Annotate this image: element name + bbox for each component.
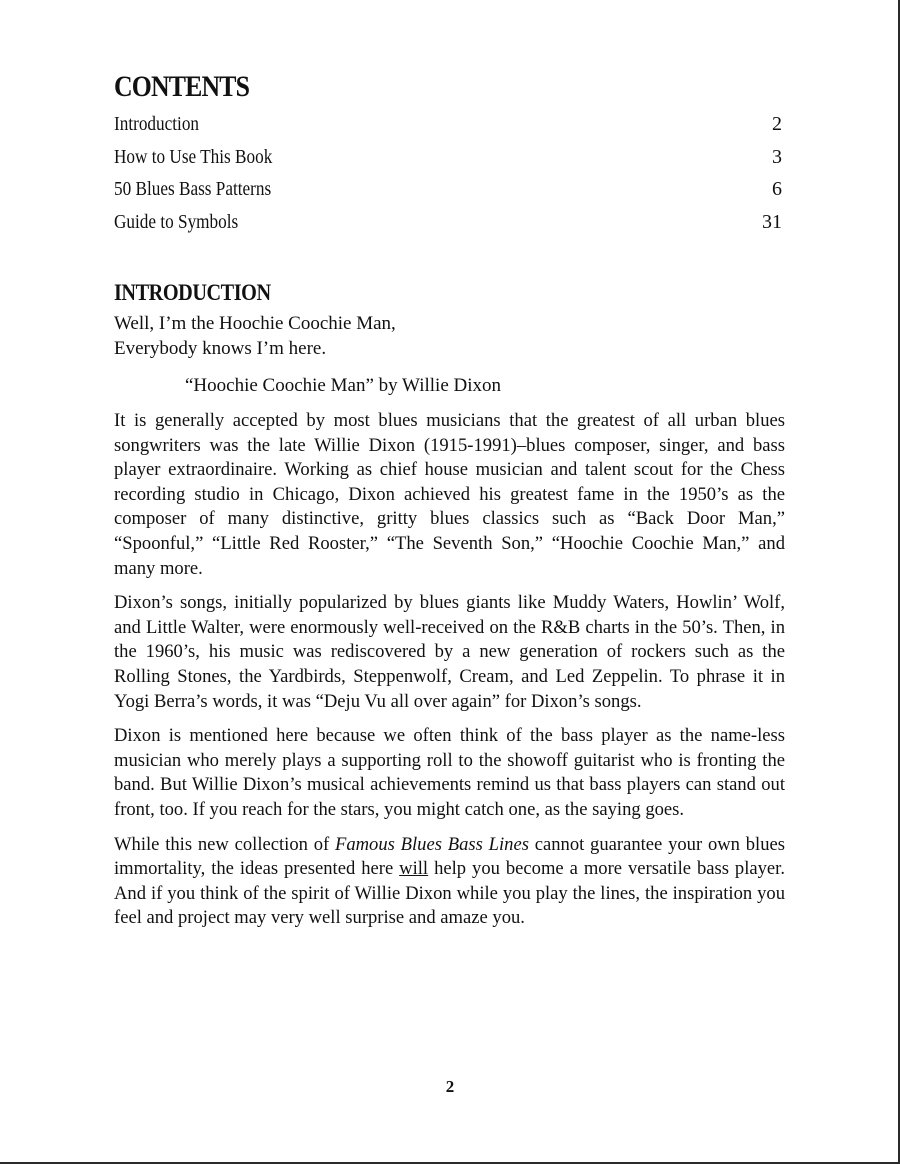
epigraph-attribution: “Hoochie Coochie Man” by Willie Dixon xyxy=(185,375,502,396)
contents-heading: CONTENTS xyxy=(114,70,250,103)
toc-entry-introduction[interactable] xyxy=(114,108,782,141)
toc-entry-title: Guide to Symbols xyxy=(114,210,239,233)
introduction-heading: INTRODUCTION xyxy=(114,280,271,305)
table-of-contents xyxy=(114,108,782,238)
toc-entry-page: 2 xyxy=(772,113,782,135)
introduction-body xyxy=(114,409,785,941)
book-title: Famous Blues Bass Lines xyxy=(334,833,529,855)
toc-entry-page: 31 xyxy=(762,210,782,233)
paragraph-text: help you become a more versatile bass player. And if you think of the spirit of Willie Dixon while you play the lines, the inspiration you feel and project may very well surprise and amaze you. xyxy=(114,858,785,929)
toc-entry-page: 3 xyxy=(772,145,782,168)
paragraph-text: cannot guarantee your own blues immortality, the ideas presented here xyxy=(114,833,785,880)
epigraph-line: Everybody knows I’m here. xyxy=(114,338,327,359)
epigraph xyxy=(114,311,396,361)
toc-entry-title: 50 Blues Bass Patterns xyxy=(114,178,272,200)
toc-entry-title: Introduction xyxy=(114,113,200,135)
toc-entry-page: 6 xyxy=(772,178,782,200)
toc-entry-how-to-use[interactable] xyxy=(114,141,782,174)
epigraph-line: Well, I’m the Hoochie Coochie Man, xyxy=(114,313,396,334)
paragraph-text: While this new collection of xyxy=(114,833,335,855)
paragraph: Dixon is mentioned here because we often think of the bass player as the name-less musician who merely plays a supporting roll to the showoff guitarist who is fronting the band. But Willie Dixon’s musical achievements remind us that bass players can stand out front, too. If you reach for the stars, you might catch one, as the saying goes. xyxy=(114,725,785,820)
underlined-word: will xyxy=(399,858,429,880)
paragraph: It is generally accepted by most blues musicians that the greatest of all urban blues songwriters was the late Willie Dixon (1915-1991)–blues composer, singer, and bass player extraordinaire. Working as chief house musician and talent scout for the Chess recording studio in Chicago, Dixon achieved his greatest fame in the 1950’s as the composer of many distinctive, gritty blues classics such as “Back Door Man,” “Spoonful,” “Little Red Rooster,” “The Seventh Son,” “Hoochie Coochie Man,” and many more. xyxy=(114,410,785,579)
page-number: 2 xyxy=(445,1077,455,1096)
paragraph: Dixon’s songs, initially popularized by blues giants like Muddy Waters, Howlin’ Wolf, and Little Walter, were enormously well-received on the R&B charts in the 50’s. Then, in the 1960’s, his music was rediscovered by a new generation of rockers such as the Rolling Stones, the Yardbirds, Steppenwolf, Cream, and Led Zeppelin. To phrase it in Yogi Berra’s words, it was “Deju Vu all over again” for Dixon’s songs. xyxy=(114,592,785,712)
toc-entry-patterns[interactable] xyxy=(114,173,782,206)
toc-entry-symbols[interactable] xyxy=(114,206,782,239)
paragraph xyxy=(114,833,785,931)
toc-entry-title: How to Use This Book xyxy=(114,145,273,168)
